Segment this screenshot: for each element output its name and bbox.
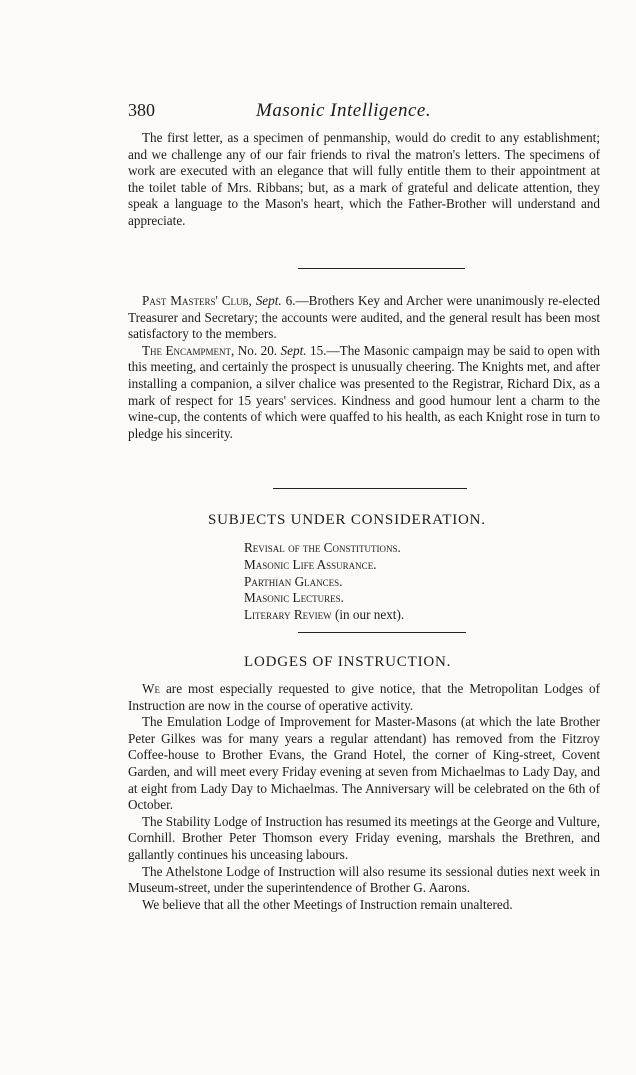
encampment-number: No. 20. — [234, 342, 281, 358]
subjects-heading: SUBJECTS UNDER CONSIDERATION. — [208, 512, 486, 528]
encampment-lead: The Encampment, — [142, 342, 235, 358]
closing-paragraph: We believe that all the other Meetings of Instruction remain unaltered. — [142, 896, 513, 912]
paragraph-specimens — [128, 130, 600, 230]
athelstone-lodge-paragraph: The Athelstone Lodge of Instruction will also resume its sessional duties next week in Museum-street, under the superintendence of Brother G. Aarons. — [128, 863, 600, 896]
section-divider — [298, 268, 465, 269]
section-divider — [273, 488, 467, 489]
subject-item: Masonic Lectures. — [244, 590, 344, 606]
lodges-intro-lead: We — [142, 681, 160, 696]
subject-item — [244, 607, 404, 624]
date-sept: Sept. — [280, 342, 307, 358]
subject-item: Revisal of the Constitutions. — [244, 540, 401, 555]
past-masters-paragraph — [128, 293, 600, 343]
lodges-intro-paragraph — [128, 681, 600, 714]
lodges-intro-text: are most especially requested to give notice, that the Metropolitan Lodges of Instruction are now in the course of operative activity. — [128, 681, 600, 713]
lodges-heading: LODGES OF INSTRUCTION. — [244, 654, 452, 670]
emulation-lodge-paragraph: The Emulation Lodge of Improvement for Master-Masons (at which the late Brother Peter Gilkes was for many years a regular attendant) has removed from the Fitzroy Coffee-house to Brother Evans, the Grand Hotel, the corner of King-street, Covent Garden, and will meet every Friday evening at seven from Michaelmas to Lady Day, and at eight from Lady Day to Michaelmas. The Anniversary will be celebrated on the 6th of October. — [128, 714, 600, 813]
encampment-text: 15.—The Masonic campaign may be said to open with this meeting, and certainly the prospect is unusually cheering. The Knights met, and after installing a companion, a silver chalice was presented to the Registrar, Richard Dix, as a mark of respect for 15 years' services. Kindness and good humour lent a charm to the wine-cup, the contents of which were quaffed to his health, as each Knight rose in turn to pledge his sincerity. — [128, 342, 600, 441]
past-masters-lead: Past Masters' Club, — [142, 293, 252, 308]
date-sept: Sept. — [255, 293, 282, 308]
lodges-notices — [128, 681, 600, 913]
club-notices — [128, 293, 600, 442]
stability-lodge-paragraph: The Stability Lodge of Instruction has resumed its meetings at the George and Vulture, Cornhill. Brother Peter Thomson every Friday evening, marshals the Brethren, and gallantly continues his unceasing labours. — [128, 813, 600, 862]
subject-item-label: Literary Review — [244, 607, 332, 623]
running-head: Masonic Intelligence. — [256, 100, 432, 121]
subject-item: Masonic Life Assurance. — [244, 556, 377, 572]
section-divider — [298, 632, 466, 633]
past-masters-text: 6.—Brothers Key and Archer were unanimously re-elected Treasurer and Secretary; the accounts were audited, and the general result has been most satisfactory to the members. — [128, 293, 600, 342]
subjects-list — [244, 540, 404, 624]
page-number: 380 — [128, 100, 155, 120]
page-header — [128, 100, 468, 126]
encampment-paragraph — [128, 343, 600, 443]
paragraph-text: The first letter, as a specimen of penmanship, would do credit to any establishment; and we challenge any of our fair friends to rival the matron's letters. The specimens of work are executed with an elegance that will fully entitle them to their appointment at the toilet table of Mrs. Ribbans; but, as a mark of grateful and delicate attention, they speak a language to the Mason's heart, which the Father-Brother will understand and appreciate. — [128, 130, 600, 228]
subject-item-note: (in our next). — [331, 607, 405, 623]
subject-item: Parthian Glances. — [244, 573, 343, 589]
